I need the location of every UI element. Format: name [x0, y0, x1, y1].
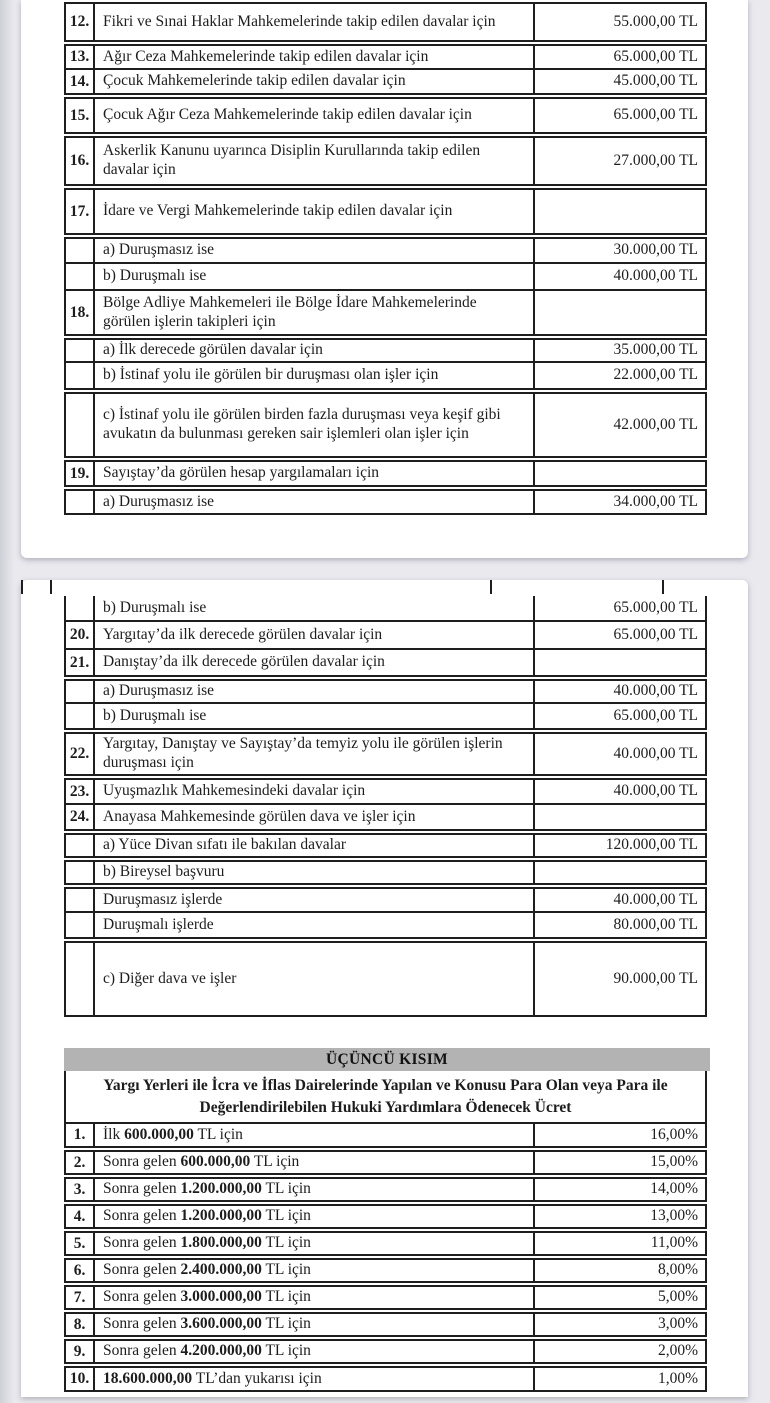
row-description: Ağır Ceza Mahkemelerinde takip edilen davalar için [103, 47, 429, 65]
row-amount: 5,00% [533, 1287, 705, 1308]
row-description: Anayasa Mahkemesinde görülen dava ve işler için [103, 807, 416, 825]
table-row [64, 188, 707, 235]
row-amount [533, 291, 705, 334]
row-description: b) Duruşmalı ise [103, 706, 207, 724]
row-amount [533, 862, 705, 883]
row-number: 14. [66, 70, 95, 93]
table-row [64, 1204, 707, 1229]
row-description: İdare ve Vergi Mahkemelerinde takip edilen davalar için [103, 202, 453, 220]
row-amount: 40.000,00 TL [533, 889, 705, 911]
row-number [66, 394, 95, 456]
row-description: Çocuk Mahkemelerinde takip edilen davalar için [103, 72, 406, 90]
row-description: Sonra gelen 1.200.000,00 TL için [103, 1207, 311, 1225]
table-row [64, 1122, 707, 1148]
row-amount [533, 190, 705, 233]
row-amount [533, 462, 705, 485]
table-row [64, 44, 707, 70]
row-amount: 22.000,00 TL [533, 363, 705, 388]
row-amount: 15,00% [533, 1152, 705, 1173]
row-amount: 35.000,00 TL [533, 340, 705, 361]
row-description: İlk 600.000,00 TL için [103, 1125, 243, 1143]
row-description: Sonra gelen 600.000,00 TL için [103, 1153, 300, 1171]
row-amount: 42.000,00 TL [533, 394, 705, 456]
row-amount: 11,00% [533, 1233, 705, 1254]
row-amount: 40.000,00 TL [533, 681, 705, 702]
fee-table-page2 [64, 596, 707, 1017]
row-description: Uyuşmazlık Mahkemesindeki davalar için [103, 782, 366, 800]
table-row [64, 97, 707, 134]
row-number: 21. [66, 650, 95, 675]
table-row [64, 460, 707, 487]
row-number [66, 943, 95, 1015]
row-number: 22. [66, 734, 95, 774]
row-number: 4. [66, 1206, 95, 1227]
row-description: 18.600.000,00 TL’dan yukarısı için [103, 1369, 322, 1387]
table-row [64, 1339, 707, 1364]
table-row [64, 887, 707, 913]
table-row [64, 941, 707, 1017]
table-row [64, 778, 707, 805]
table-row [64, 913, 707, 939]
row-amount: 65.000,00 TL [533, 46, 705, 68]
row-number [66, 340, 95, 361]
row-amount: 65.000,00 TL [533, 99, 705, 132]
row-amount: 30.000,00 TL [533, 239, 705, 262]
row-description: Sonra gelen 1.200.000,00 TL için [103, 1180, 311, 1198]
row-amount: 40.000,00 TL [533, 780, 705, 803]
table-row [64, 1231, 707, 1256]
table-row [64, 650, 707, 677]
row-amount: 55.000,00 TL [533, 4, 705, 40]
row-amount [533, 805, 705, 829]
table-row [64, 1258, 707, 1283]
fee-table-page1 [64, 2, 707, 515]
row-number: 19. [66, 462, 95, 485]
row-description: Duruşmalı işlerde [103, 915, 214, 933]
row-description: a) Duruşmasız ise [103, 241, 215, 259]
row-description: a) Yüce Divan sıfatı ile bakılan davalar [103, 836, 347, 854]
table-row [64, 392, 707, 458]
row-number [66, 913, 95, 937]
row-description: Çocuk Ağır Ceza Mahkemelerinde takip edilen davalar için [103, 106, 472, 124]
table-row [64, 833, 707, 858]
row-amount: 34.000,00 TL [533, 491, 705, 513]
row-amount: 8,00% [533, 1260, 705, 1281]
row-number: 8. [66, 1314, 95, 1335]
row-description: a) Duruşmasız ise [103, 682, 215, 700]
row-description: Danıştay’da ilk derecede görülen davalar için [103, 653, 385, 671]
row-amount: 40.000,00 TL [533, 734, 705, 774]
table-row [64, 732, 707, 776]
row-number: 17. [66, 190, 95, 233]
table-row [64, 704, 707, 730]
table-row [64, 291, 707, 336]
row-number [66, 239, 95, 262]
row-number [66, 889, 95, 911]
table-row [64, 1312, 707, 1337]
table-row [64, 1150, 707, 1175]
row-description: Sonra gelen 1.800.000,00 TL için [103, 1234, 311, 1252]
table-row [64, 136, 707, 186]
row-amount: 80.000,00 TL [533, 913, 705, 937]
row-number: 24. [66, 805, 95, 829]
row-number [66, 681, 95, 702]
row-description: Fikri ve Sınai Haklar Mahkemelerinde takip edilen davalar için [103, 12, 496, 30]
row-amount: 16,00% [533, 1124, 705, 1146]
row-number: 16. [66, 138, 95, 184]
row-description: c) İstinaf yolu ile görülen birden fazla duruşması veya keşif gibi avukatın da bulunması gereken sair işlemleri olan işler için [103, 406, 501, 442]
row-amount: 27.000,00 TL [533, 138, 705, 184]
row-number: 6. [66, 1260, 95, 1281]
row-amount: 14,00% [533, 1179, 705, 1200]
table-row [64, 860, 707, 885]
row-amount: 65.000,00 TL [533, 704, 705, 728]
row-number [66, 862, 95, 883]
document-page-2 [21, 580, 748, 1397]
section-header-label: ÜÇÜNCÜ KISIM [325, 1050, 448, 1068]
row-number [66, 264, 95, 289]
row-number: 12. [66, 4, 95, 40]
row-description: Yargıtay’da ilk derecede görülen davalar için [103, 625, 383, 643]
table-continuation-rules [21, 580, 664, 594]
section-header-bar [64, 1048, 710, 1071]
row-amount [533, 650, 705, 675]
table-row [64, 805, 707, 831]
row-number: 3. [66, 1179, 95, 1200]
row-number: 10. [66, 1368, 95, 1390]
table-row [64, 489, 707, 515]
table-row [64, 264, 707, 291]
table-row [64, 1366, 707, 1392]
row-amount: 65.000,00 TL [533, 622, 705, 648]
section-title [64, 1071, 707, 1122]
row-description: b) Duruşmalı ise [103, 598, 207, 616]
row-amount: 40.000,00 TL [533, 264, 705, 289]
table-row [64, 2, 707, 42]
row-amount: 3,00% [533, 1314, 705, 1335]
table-row [64, 596, 707, 622]
row-number [66, 491, 95, 513]
table-row [64, 237, 707, 264]
row-amount: 45.000,00 TL [533, 70, 705, 93]
table-row [64, 679, 707, 704]
row-description: Sonra gelen 4.200.000,00 TL için [103, 1342, 311, 1360]
row-description: Sonra gelen 3.600.000,00 TL için [103, 1315, 311, 1333]
percentage-table [64, 1122, 707, 1392]
row-description: b) Bireysel başvuru [103, 863, 225, 881]
row-description: Bölge Adliye Mahkemeleri ile Bölge İdare Mahkemelerinde görülen işlerin takipleri için [103, 293, 477, 330]
row-description: b) Duruşmalı ise [103, 267, 207, 285]
row-description: a) Duruşmasız ise [103, 492, 215, 510]
table-row [64, 70, 707, 95]
table-row [64, 1177, 707, 1202]
row-description: c) Diğer dava ve işler [103, 969, 237, 987]
row-amount: 120.000,00 TL [533, 835, 705, 856]
row-number: 7. [66, 1287, 95, 1308]
table-row [64, 1285, 707, 1310]
row-number: 23. [66, 780, 95, 803]
row-amount: 2,00% [533, 1341, 705, 1362]
row-description: Askerlik Kanunu uyarınca Disiplin Kurullarında takip edilen davalar için [103, 142, 481, 178]
row-number [66, 596, 95, 620]
table-row [64, 338, 707, 363]
row-number [66, 704, 95, 728]
row-description: Duruşmasız işlerde [103, 890, 223, 908]
row-number: 9. [66, 1341, 95, 1362]
row-description: Sonra gelen 3.000.000,00 TL için [103, 1288, 311, 1306]
row-number [66, 363, 95, 388]
row-number: 18. [66, 291, 95, 334]
row-number: 15. [66, 99, 95, 132]
row-number: 20. [66, 622, 95, 648]
row-description: Sonra gelen 2.400.000,00 TL için [103, 1261, 311, 1279]
section-title-line2: Değerlendirilebilen Hukuki Yardımlara Ödenecek Ücret [199, 1098, 572, 1116]
row-description: Sayıştay’da görülen hesap yargılamaları için [103, 464, 380, 482]
table-row [64, 622, 707, 650]
row-number [66, 835, 95, 856]
row-amount: 1,00% [533, 1368, 705, 1390]
table-row [64, 363, 707, 390]
row-number: 13. [66, 46, 95, 68]
row-description: b) İstinaf yolu ile görülen bir duruşması olan işler için [103, 366, 439, 384]
row-number: 2. [66, 1152, 95, 1173]
section-title-line1: Yargı Yerleri ile İcra ve İflas Dairelerinde Yapılan ve Konusu Para Olan veya Para ile [103, 1076, 668, 1094]
row-amount: 65.000,00 TL [533, 596, 705, 620]
row-number: 1. [66, 1124, 95, 1146]
row-number: 5. [66, 1233, 95, 1254]
row-description: Yargıtay, Danıştay ve Sayıştay’da temyiz yolu ile görülen işlerin duruşması için [103, 735, 503, 771]
row-amount: 13,00% [533, 1206, 705, 1227]
document-page-1 [21, 0, 748, 558]
row-description: a) İlk derecede görülen davalar için [103, 341, 323, 359]
row-amount: 90.000,00 TL [533, 943, 705, 1015]
